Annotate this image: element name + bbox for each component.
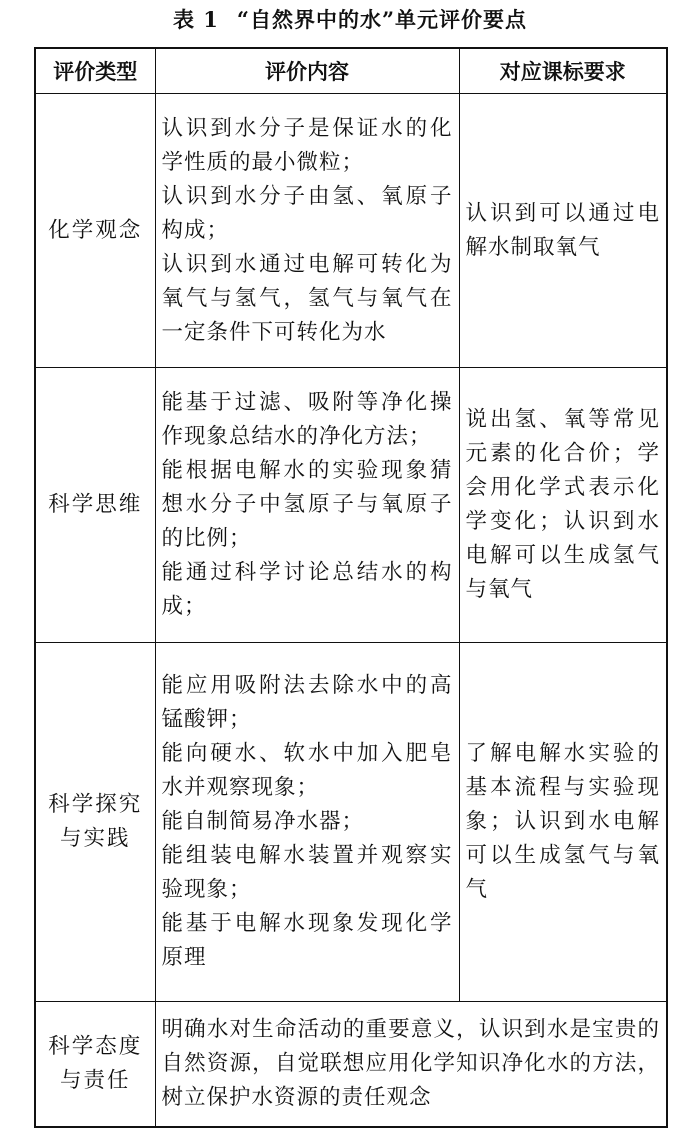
cell-content — [155, 1002, 667, 1128]
table-title: “自然界中的水”单元评价要点 — [236, 7, 528, 32]
content-item: 能向硬水、软水中加入肥皂水并观察现象； — [161, 741, 453, 800]
requirement-text: 认识到可以通过电解水制取氧气 — [465, 200, 660, 260]
content-item: 明确水对生命活动的重要意义，认识到水是宝贵的自然资源，自觉联想应用化学知识净化水的方法，树立保护水资源的责任观念 — [161, 1017, 660, 1110]
content-item: 认识到水通过电解可转化为氧气与氢气，氢气与氧气在一定条件下可转化为水 — [161, 251, 453, 345]
requirement-text: 说出氢、氧等常见元素的化合价；学会用化学式表示化学变化；认识到水电解可以生成氢气与氧气 — [465, 407, 660, 602]
content-item: 能应用吸附法去除水中的高锰酸钾； — [161, 673, 453, 732]
cell-type: 科学探究与实践 — [35, 643, 155, 1002]
header-content: 评价内容 — [155, 48, 459, 94]
content-item: 能基于电解水现象发现化学原理 — [161, 911, 453, 970]
cell-requirement — [459, 368, 667, 643]
content-item: 能通过科学讨论总结水的构成； — [161, 560, 453, 619]
cell-requirement — [459, 643, 667, 1002]
cell-type: 科学思维 — [35, 368, 155, 643]
cell-content — [155, 94, 459, 368]
table-row — [35, 94, 667, 368]
content-item: 能组装电解水装置并观察实验现象； — [161, 843, 453, 902]
evaluation-table — [34, 47, 668, 1128]
table-row — [35, 368, 667, 643]
requirement-text: 了解电解水实验的基本流程与实验现象；认识到水电解可以生成氢气与氧气 — [465, 741, 660, 902]
content-item: 认识到水分子是保证水的化学性质的最小微粒； — [161, 115, 453, 175]
content-item: 能自制简易净水器； — [161, 809, 365, 834]
header-requirement: 对应课标要求 — [459, 48, 667, 94]
table-row — [35, 1002, 667, 1128]
header-type: 评价类型 — [35, 48, 155, 94]
header-row — [35, 48, 667, 94]
cell-content — [155, 643, 459, 1002]
table-number: 表 1 — [172, 7, 219, 32]
cell-content — [155, 368, 459, 643]
cell-requirement — [459, 94, 667, 368]
content-item: 认识到水分子由氢、氧原子构成； — [161, 183, 453, 243]
content-item: 能基于过滤、吸附等净化操作现象总结水的净化方法； — [161, 390, 453, 449]
content-item: 能根据电解水的实验现象猜想水分子中氢原子与氧原子的比例； — [161, 458, 453, 551]
cell-type: 化学观念 — [35, 94, 155, 368]
cell-type: 科学态度与责任 — [35, 1002, 155, 1128]
table-caption — [0, 4, 700, 34]
table-row — [35, 643, 667, 1002]
